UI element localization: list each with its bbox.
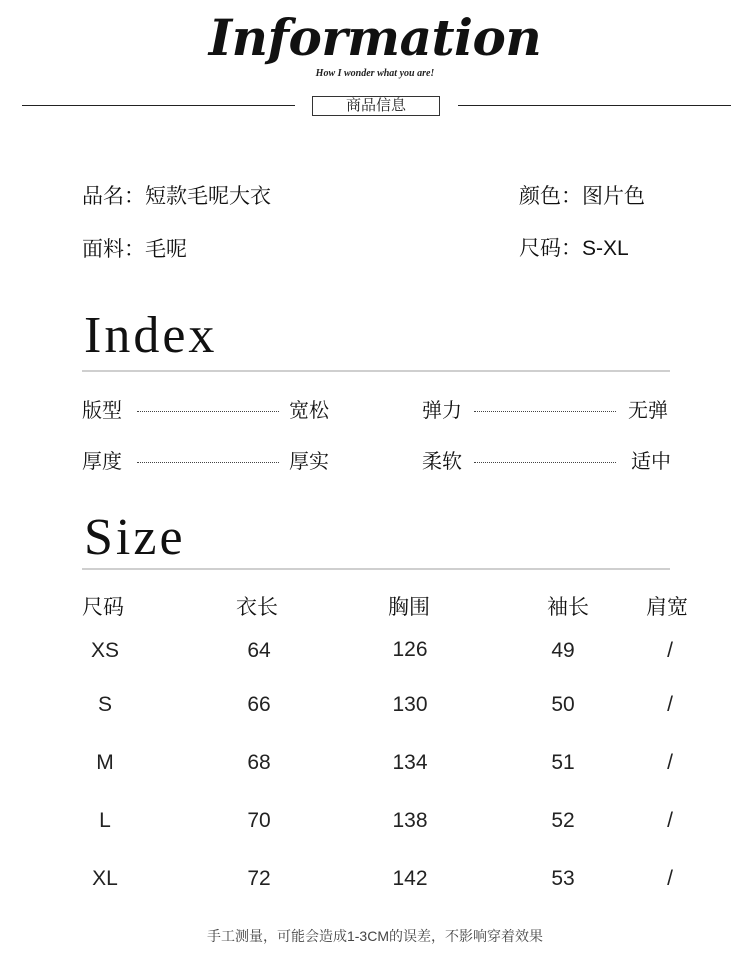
index-label-softness: 柔软 <box>422 451 462 473</box>
size-table-cell: / <box>667 867 673 890</box>
size-table-cell: 49 <box>551 639 575 662</box>
index-value-softness: 适中 <box>631 451 671 473</box>
size-table-cell: M <box>96 751 114 774</box>
page-title: Information <box>208 8 542 67</box>
size-table-cell: 66 <box>247 693 271 716</box>
size-table-cell: 68 <box>247 751 271 774</box>
index-label-thickness: 厚度 <box>82 451 122 473</box>
size-table-cell: 53 <box>551 867 575 890</box>
size-table-cell: XL <box>92 867 118 890</box>
size-table-cell: / <box>667 639 673 662</box>
size-table-cell: 126 <box>392 638 428 661</box>
size-col-header: 衣长 <box>236 596 278 619</box>
section-badge: 商品信息 <box>312 96 440 116</box>
info-name: 品名：短款毛呢大衣 <box>82 185 271 208</box>
index-value-thickness: 厚实 <box>289 451 329 473</box>
size-table-cell: 50 <box>551 693 575 716</box>
info-fabric: 面料：毛呢 <box>82 238 187 261</box>
size-col-header: 袖长 <box>547 596 589 619</box>
info-size: 尺码：S-XL <box>519 237 629 260</box>
size-divider <box>82 568 670 570</box>
index-dots-elasticity <box>474 411 616 412</box>
size-heading: Size <box>84 509 186 566</box>
size-table-cell: L <box>99 809 111 832</box>
size-table-cell: S <box>97 693 112 716</box>
index-divider <box>82 370 670 372</box>
page-subtitle: How I wonder what you are! <box>315 68 435 79</box>
index-dots-softness <box>474 462 616 463</box>
index-dots-fit <box>137 411 279 412</box>
size-table-cell: 134 <box>392 751 428 774</box>
measurement-note: 手工测量，可能会造成1-3CM的误差，不影响穿着效果 <box>206 928 543 944</box>
size-table-cell: / <box>667 809 673 832</box>
size-col-header: 肩宽 <box>646 596 688 619</box>
divider-right <box>458 105 731 106</box>
index-value-fit: 宽松 <box>289 400 329 422</box>
size-table-cell: XS <box>90 639 119 662</box>
info-color: 颜色：图片色 <box>519 185 645 208</box>
size-table-cell: 52 <box>551 809 575 832</box>
size-table-cell: / <box>667 693 673 716</box>
size-table-cell: / <box>667 751 673 774</box>
index-label-fit: 版型 <box>82 400 122 422</box>
size-table-cell: 138 <box>392 809 428 832</box>
size-col-header: 尺码 <box>82 596 124 619</box>
size-col-header: 胸围 <box>388 596 430 619</box>
size-table-cell: 130 <box>392 693 428 716</box>
index-heading: Index <box>84 307 218 364</box>
size-table-cell: 64 <box>247 639 271 662</box>
divider-left <box>22 105 295 106</box>
size-table-cell: 72 <box>247 867 271 890</box>
index-dots-thickness <box>137 462 279 463</box>
size-table-cell: 70 <box>247 809 271 832</box>
size-table-cell: 142 <box>392 867 428 890</box>
index-value-elasticity: 无弹 <box>628 400 668 422</box>
index-label-elasticity: 弹力 <box>422 400 462 422</box>
size-table-cell: 51 <box>551 751 575 774</box>
